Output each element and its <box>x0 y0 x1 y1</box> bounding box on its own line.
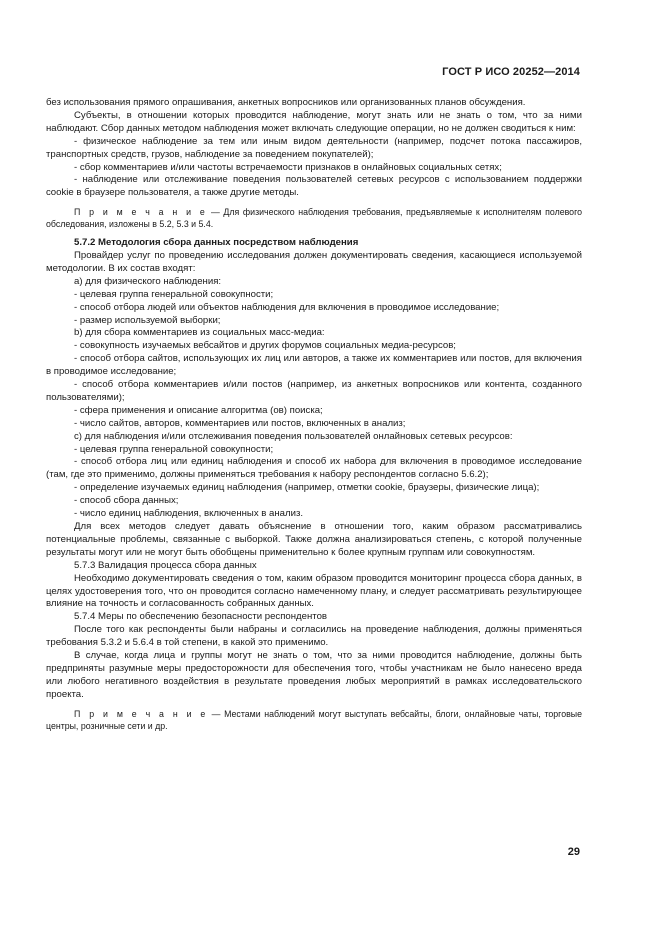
note-dash: — <box>211 708 221 719</box>
paragraph: Субъекты, в отношении которых проводится наблюдение, могут знать или не знать о том, что за ними наблюдают. Сбор данных методом наблюдения может включать следующие операции, но не должен сводиться к ним: <box>46 109 582 134</box>
list-item: - сфера применения и описание алгоритма (ов) поиска; <box>74 404 323 416</box>
list-item: - способ отбора людей или объектов наблюдения для включения в проводимое исследование; <box>74 301 500 313</box>
list-item: - физическое наблюдение за тем или иным видом деятельности (например, подсчет потока пассажиров, транспортных средств, грузов, наблюдение за поведением покупателей); <box>46 135 582 160</box>
list-item: - способ сбора данных; <box>74 495 179 507</box>
list-item: - способ отбора лиц или единиц наблюдения и способ их набора для включения в проводимое исследование (там, где это применимо, должны применяться требования к набору респондентов согласно 5.6.2); <box>46 456 582 481</box>
paragraph: В случае, когда лица и группы могут не знать о том, что за ними проводится наблюдение, должны быть предприняты разумные меры предосторожности для обеспечения того, чтобы участникам не было нанесено вреда или любого негативного воздействия в результате проведения любых мероприятий в рамках исследовательского проекта. <box>46 650 582 700</box>
list-item: - число единиц наблюдения, включенных в анализ. <box>74 508 304 520</box>
list-item: - наблюдение или отслеживание поведения пользователей сетевых ресурсов с использованием поддержки cookie в браузере пользователя, а также другие методы. <box>46 174 582 199</box>
list-item: - целевая группа генеральной совокупности; <box>74 288 274 300</box>
note <box>46 709 582 733</box>
page-number: 29 <box>567 846 580 858</box>
note-text: Местами наблюдений могут выступать вебсайты, блоги, онлайновые чаты, торговые центры, розничные сети и др. <box>46 708 582 731</box>
paragraph: После того как респонденты были набраны и согласились на проведение наблюдения, должны применяться требования 5.3.2 и 5.6.4 в той степени, в какой это применимо. <box>46 624 582 649</box>
list-item: - совокупность изучаемых вебсайтов и других форумов социальных медиа-ресурсов; <box>74 340 456 352</box>
list-item: - способ отбора сайтов, использующих их лиц или авторов, а также их комментариев или постов, для включения в проводимое исследование; <box>46 353 582 378</box>
paragraph: Провайдер услуг по проведению исследования должен документировать сведения, касающиеся используемой методологии. В их состав входят: <box>46 249 582 274</box>
section-heading: 5.7.2 Методология сбора данных посредством наблюдения <box>74 237 359 249</box>
note-label: П р и м е ч а н и е <box>74 207 208 218</box>
list-item: - целевая группа генеральной совокупности; <box>74 443 274 455</box>
note-label: П р и м е ч а н и е <box>74 708 208 719</box>
list-item: - сбор комментариев и/или частоты встречаемости признаков в онлайновых социальных сетях; <box>74 161 502 173</box>
list-item: b) для сбора комментариев из социальных масс-медиа: <box>74 327 325 339</box>
section-heading: 5.7.4 Меры по обеспечению безопасности респондентов <box>74 611 328 623</box>
note-dash: — <box>210 207 220 218</box>
section-heading: 5.7.3 Валидация процесса сбора данных <box>74 559 257 571</box>
document-header: ГОСТ Р ИСО 20252—2014 <box>442 66 580 78</box>
list-item: - способ отбора комментариев и/или постов (например, из анкетных вопросников или контента, созданного пользователями); <box>46 379 582 403</box>
note <box>46 207 582 231</box>
page-body <box>46 97 582 739</box>
list-item: a) для физического наблюдения: <box>74 275 222 287</box>
list-item: - размер используемой выборки; <box>74 314 221 326</box>
paragraph: Для всех методов следует давать объяснение в отношении того, каким образом рассматривались потенциальные проблемы, связанные с выборкой. Также должна анализироваться степень, с которой полученные результаты могут или не могут быть обобщены применительно к более крупным группам или совокупностям. <box>46 521 582 558</box>
list-item: - определение изучаемых единиц наблюдения (например, отметки cookie, браузеры, физические лица); <box>74 482 540 494</box>
list-item: - число сайтов, авторов, комментариев или постов, включенных в анализ; <box>74 417 406 429</box>
note-text: Для физического наблюдения требования, предъявляемые к исполнителям полевого обследования, изложены в 5.2, 5.3 и 5.4. <box>46 207 582 230</box>
paragraph: без использования прямого опрашивания, анкетных вопросников или организованных планов обсуждения. <box>46 97 526 108</box>
paragraph: Необходимо документировать сведения о том, каким образом проводится мониторинг процесса сбора данных, в целях удостоверения того, что он проводится согласно намеченному плану, и следует рассматривать результирующее влияние на точность и согласованность собранных данных. <box>46 572 582 610</box>
list-item: c) для наблюдения и/или отслеживания поведения пользователей онлайновых сетевых ресурсов: <box>74 430 513 442</box>
